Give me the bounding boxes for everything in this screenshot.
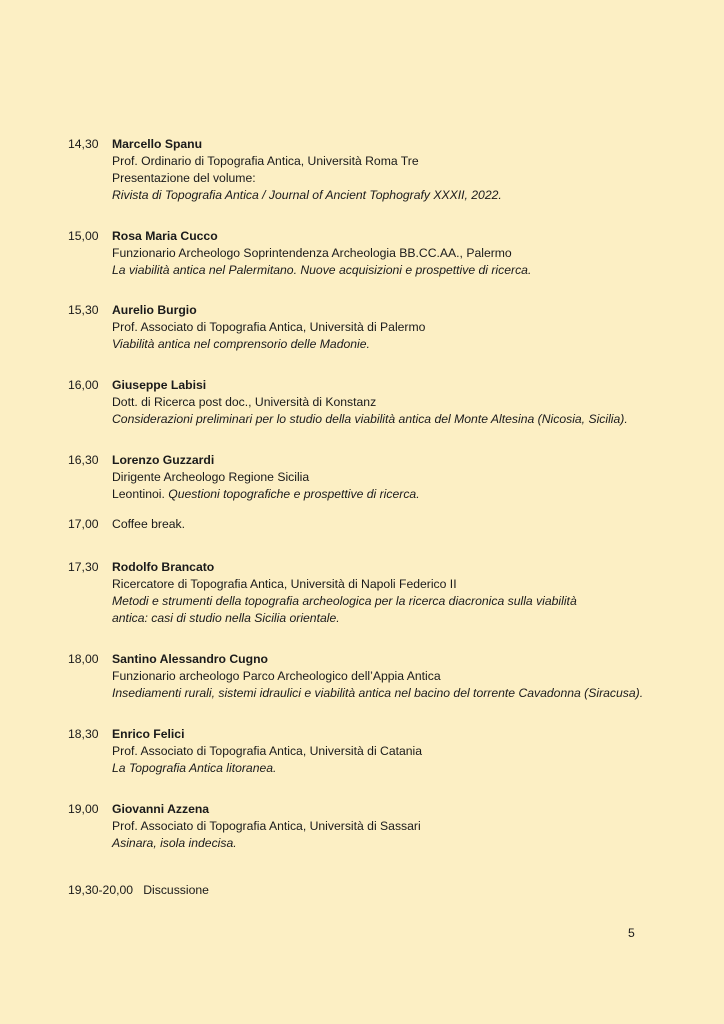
speaker-affiliation: Prof. Associato di Topografia Antica, Università di Sassari — [112, 819, 421, 833]
talk-title: Questioni topografiche e prospettive di ricerca. — [168, 487, 420, 501]
speaker-note: Presentazione del volume: — [112, 171, 256, 185]
entry-time: 19,30-20,00 — [68, 883, 134, 897]
speaker-name: Giuseppe Labisi — [112, 378, 207, 392]
entry-time: 15,30 — [68, 303, 99, 317]
entry-time: 18,30 — [68, 727, 99, 741]
page-number: 5 — [628, 926, 635, 940]
discussion-label: Discussione — [143, 883, 209, 897]
entry-time: 17,00 — [68, 517, 99, 531]
talk-title-prefix: Leontinoi. — [112, 487, 169, 501]
discussion-entry — [68, 882, 209, 899]
coffee-break-label: Coffee break. — [112, 517, 185, 531]
speaker-name: Aurelio Burgio — [112, 303, 197, 317]
talk-title: Metodi e strumenti della topografia archeologica per la ricerca diacronica sulla viabilità — [112, 594, 577, 608]
speaker-name: Santino Alessandro Cugno — [112, 652, 268, 666]
speaker-affiliation: Funzionario archeologo Parco Archeologico dell’Appia Antica — [112, 669, 441, 683]
speaker-name: Lorenzo Guzzardi — [112, 453, 215, 467]
talk-title: antica: casi di studio nella Sicilia orientale. — [112, 611, 340, 625]
speaker-name: Rosa Maria Cucco — [112, 229, 218, 243]
entry-time: 19,00 — [68, 802, 99, 816]
speaker-affiliation: Prof. Associato di Topografia Antica, Università di Palermo — [112, 320, 426, 334]
speaker-affiliation: Ricercatore di Topografia Antica, Università di Napoli Federico II — [112, 577, 457, 591]
speaker-affiliation: Prof. Ordinario di Topografia Antica, Università Roma Tre — [112, 154, 419, 168]
talk-title: La viabilità antica nel Palermitano. Nuove acquisizioni e prospettive di ricerca. — [112, 263, 532, 277]
entry-time: 16,00 — [68, 378, 99, 392]
speaker-affiliation: Funzionario Archeologo Soprintendenza Archeologia BB.CC.AA., Palermo — [112, 246, 512, 260]
entry-time: 14,30 — [68, 137, 99, 151]
talk-title: Considerazioni preliminari per lo studio della viabilità antica del Monte Altesina (Nicosia, Sicilia). — [112, 412, 628, 426]
coffee-break-entry — [68, 516, 185, 533]
speaker-name: Rodolfo Brancato — [112, 560, 215, 574]
talk-title: Insediamenti rurali, sistemi idraulici e viabilità antica nel bacino del torrente Cavadonna (Siracusa). — [112, 686, 644, 700]
entry-time: 15,00 — [68, 229, 99, 243]
entry-time: 16,30 — [68, 453, 99, 467]
talk-title: Rivista di Topografia Antica / Journal of Ancient Tophografy XXXII, 2022. — [112, 188, 502, 202]
speaker-name: Enrico Felici — [112, 727, 185, 741]
entry-time: 17,30 — [68, 560, 99, 574]
talk-title: Asinara, isola indecisa. — [112, 836, 237, 850]
speaker-name: Giovanni Azzena — [112, 802, 210, 816]
speaker-affiliation: Prof. Associato di Topografia Antica, Università di Catania — [112, 744, 423, 758]
speaker-name: Marcello Spanu — [112, 137, 203, 151]
talk-title: La Topografia Antica litoranea. — [112, 761, 277, 775]
talk-title-line — [112, 486, 708, 503]
speaker-affiliation: Dirigente Archeologo Regione Sicilia — [112, 470, 310, 484]
entry-time: 18,00 — [68, 652, 99, 666]
talk-title: Viabilità antica nel comprensorio delle Madonie. — [112, 337, 370, 351]
speaker-affiliation: Dott. di Ricerca post doc., Università di Konstanz — [112, 395, 377, 409]
